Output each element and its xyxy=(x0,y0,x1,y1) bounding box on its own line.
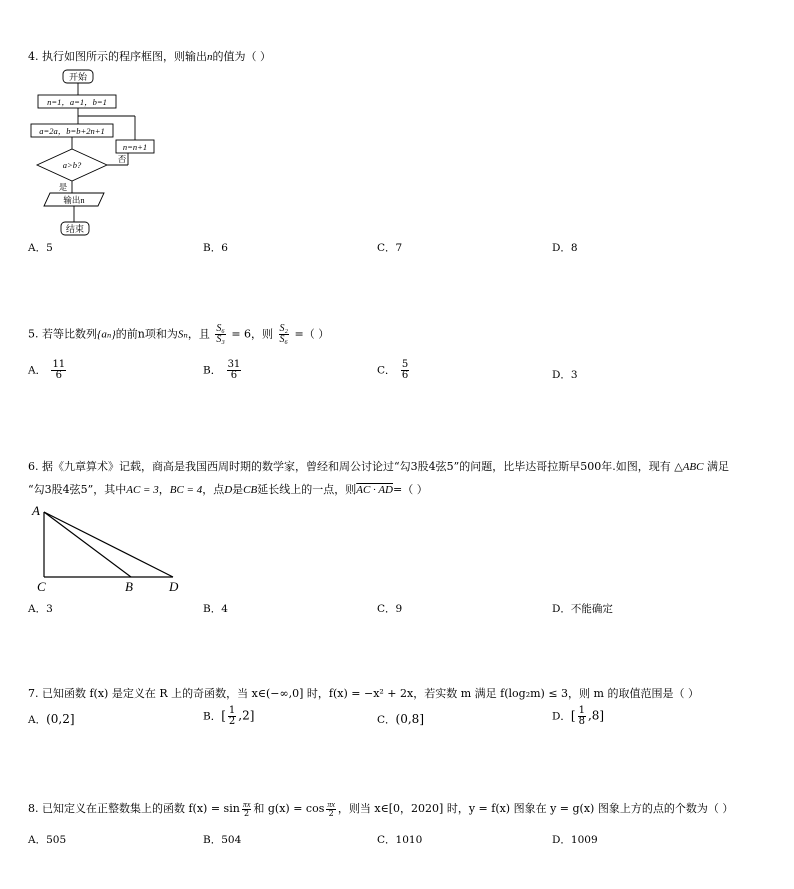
q6-stem-line1: 6. 据《九章算术》记载，商高是我国西周时期的数学家，曾经和周公讨论过“勾3股4弦5”的问题，比毕达哥拉斯早500年.如图，现有 △ABC 满足 xyxy=(28,460,729,473)
q4-option-d[interactable]: D．8 xyxy=(552,242,578,254)
q6-option-b[interactable]: B．4 xyxy=(203,603,228,615)
q6-triangle-figure xyxy=(28,503,198,598)
q6-option-c[interactable]: C．9 xyxy=(377,603,403,615)
flow-start: 开始 xyxy=(68,72,88,82)
q6-option-a[interactable]: A．3 xyxy=(28,603,53,615)
q5-option-c[interactable]: C． $\frac{5}{6}$ xyxy=(377,359,409,381)
q7-option-a[interactable]: A．(0,2] xyxy=(28,712,75,726)
flow-yes: 是 xyxy=(58,182,68,192)
q5-option-b[interactable]: B． $\frac{31}{6}$ xyxy=(203,359,241,381)
flow-init: n=1，a=1，b=1 xyxy=(47,97,107,107)
q7-option-b[interactable]: B．[ $\frac{1}{2}$ ,2] xyxy=(203,705,255,727)
label-b: B xyxy=(125,579,133,594)
q5-option-d[interactable]: D．3 xyxy=(552,369,578,381)
label-d: D xyxy=(169,579,179,594)
label-c: C xyxy=(37,579,46,594)
flow-cond: a>b? xyxy=(62,160,82,170)
q5-frac-s6-s3: $\frac{\text{S₆}}{\text{S₃}}$ xyxy=(216,323,225,345)
q7-option-d[interactable]: D．[ $\frac{1}{8}$ ,8] xyxy=(552,705,605,727)
q4-option-c[interactable]: C．7 xyxy=(377,242,403,254)
label-a: A xyxy=(32,503,40,518)
flow-end: 结束 xyxy=(65,224,85,234)
q8-option-a[interactable]: A．505 xyxy=(28,834,67,846)
q8-option-b[interactable]: B．504 xyxy=(203,834,242,846)
q5-option-a[interactable]: A． $\frac{11}{6}$ xyxy=(28,359,66,381)
flow-inc: n=n+1 xyxy=(122,142,148,152)
q6-option-d[interactable]: D．不能确定 xyxy=(552,603,613,615)
q8-option-d[interactable]: D．1009 xyxy=(552,834,598,846)
q8-stem: 8. 已知定义在正整数集上的函数 f(x) = sin $\frac{\pi x}{2}$ 和 g(x) = cos $\frac{\pi x}{2}$ ，则当 x∈[0，2020] 时，y = f(x) 图象在 y = g(x) 图象上方的点的个数为（ ） xyxy=(28,799,734,818)
q6-stem-line2: “勾3股4弦5”，其中AC = 3，BC = 4，点D是CB延长线上的一点，则AC · AD=（ ） xyxy=(28,483,428,496)
q7-stem: 7. 已知函数 f(x) 是定义在 R 上的奇函数，当 x∈(−∞,0] 时，f(x) = −x² + 2x，若实数 m 满足 f(log₂m) ≤ 3，则 m 的取值范围是（ ） xyxy=(28,687,699,700)
q4-flowchart xyxy=(28,66,178,241)
flow-no: 否 xyxy=(117,154,127,164)
q7-option-c[interactable]: C．(0,8] xyxy=(377,712,424,726)
q5-stem: 5. 若等比数列{aₙ}的前n项和为Sₙ，且 $\frac{\text{S₆}}{\text{S₃}}$ = 6，则 $\frac{\text{S₂}}{\text{S₆}}$ =（ ） xyxy=(28,323,330,345)
q4-option-a[interactable]: A．5 xyxy=(28,242,53,254)
flow-loop: a=2a，b=b+2n+1 xyxy=(39,126,105,136)
q4-stem: 4. 执行如图所示的程序框图，则输出n的值为（ ） xyxy=(28,50,271,63)
q4-option-b[interactable]: B．6 xyxy=(203,242,228,254)
flow-output: 输出n xyxy=(63,195,85,205)
q8-option-c[interactable]: C．1010 xyxy=(377,834,423,846)
q5-frac-s2-s6: $\frac{\text{S₂}}{\text{S₆}}$ xyxy=(279,323,289,345)
